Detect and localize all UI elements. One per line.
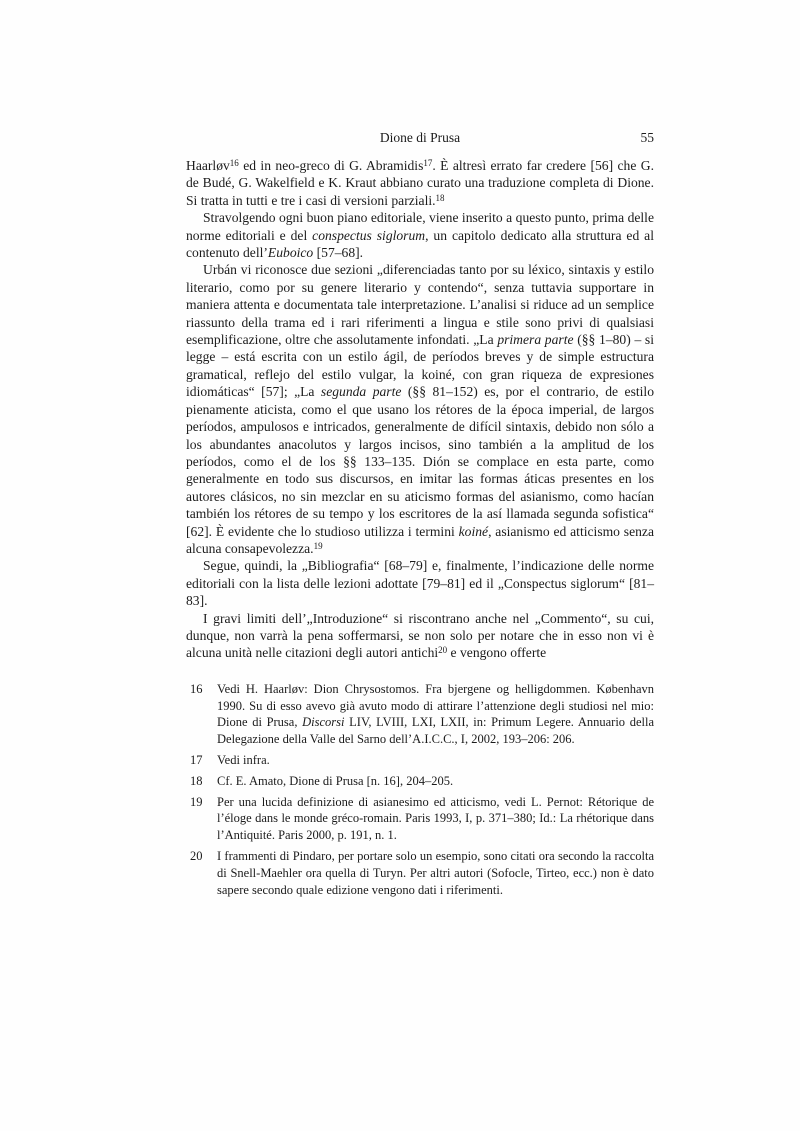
- footnote-text: [217, 848, 654, 898]
- paragraph: [186, 157, 654, 209]
- text-run: (§§ 1–80) – si legge – está escrita con un estilo ágil, de períodos breves y de simple estructura gramatical, reflejo del estilo vulgar, la koiné, con gran riqueza de expresiones idiomáticas“ [57]; „La: [186, 332, 655, 400]
- footnote-number: 16: [190, 681, 203, 696]
- footnote-text: [217, 752, 654, 769]
- text-run: , asianismo ed atticismo senza alcuna consapevolezza.: [186, 523, 654, 556]
- footnote-number: 18: [190, 773, 203, 788]
- page-number: 55: [640, 130, 654, 145]
- paragraph: [186, 261, 654, 557]
- text-run: koiné: [458, 523, 489, 539]
- footnotes: [186, 681, 654, 899]
- footnote: [186, 848, 654, 898]
- text-run: Cf. E. Amato, Dione di Prusa [n. 16], 204–205.: [217, 773, 454, 788]
- text-run: [57–68].: [313, 245, 364, 261]
- text-run: Euboico: [267, 245, 314, 261]
- footnote-text: [217, 681, 654, 748]
- text-run: Stravolgendo ogni buon piano editoriale, viene inserito a questo punto, prima delle norme editoriali e del: [186, 210, 654, 243]
- text-run: Urbán vi riconosce due sezioni „diferenciadas tanto por su léxico, sintaxis y estilo literario, como por su genere literario y contendo“, senza tuttavia supportare in maniera attenta e documentata tale interpretazione. L’analisi si riduce ad un semplice riassunto della trama ed i rari riferimenti a lingua e stile sono privi di qualsiasi esemplificazione, oltre che assolutamente infondati. „La: [186, 262, 654, 348]
- text-run: I gravi limiti dell’„Introduzione“ si riscontrano anche nel „Commento“, su cui, dunque, non varrà la pena soffermarsi, se non solo per notare che in esso non vi è alcuna unità nelle citazioni degli autori antichi: [186, 610, 654, 661]
- footnote: [186, 752, 654, 769]
- text-block: [186, 131, 654, 902]
- footnote-text: [217, 773, 654, 790]
- text-run: (§§ 81–152) es, por el contrario, de estilo pienamente aticista, como el que usano los rétores de la época imperial, de largos períodos, ampulosos e intricados, generalmente de difícil sintaxis, debido non sólo a los abundantes anacolutos y largos incisos, sino también a la amplitud de los períodos, como el de los §§ 133–135. Dión se complace en esta parte, como generalmente en todo sus discursos, en imitar las formas áticas presentes en los autores clásicos, no sin mezclar en su aticismo formas del asianismo, como hacían también los rétores de su tempo y los escritores de la así llamada segunda sofistica“ [62]. È evidente che lo studioso utilizza i termini: [186, 384, 655, 539]
- paragraph: [186, 557, 654, 609]
- text-run: Discorsi: [302, 715, 345, 730]
- footnote-number: 17: [190, 752, 203, 767]
- footnote-marker: 20: [438, 645, 448, 656]
- text-run: LIV, LVIII, LXI, LXII, in: Primum Legere. Annuario della Delegazione della Valle del Sarno dell’A.I.C.C., I, 2002, 193–206: 206.: [217, 715, 654, 747]
- text-run: primera parte: [497, 332, 574, 348]
- text-run: Vedi infra.: [217, 752, 270, 767]
- footnote: [186, 773, 654, 790]
- text-run: conspectus siglorum: [312, 227, 426, 243]
- text-run: , un capitolo dedicato alla struttura ed al contenuto dell’: [186, 227, 654, 261]
- footnote-marker: 19: [313, 540, 323, 551]
- footnote-marker: 18: [435, 192, 445, 203]
- footnote-text: [217, 794, 654, 844]
- footnote: [186, 794, 654, 844]
- text-run: segunda parte: [320, 384, 402, 400]
- running-title: Dione di Prusa: [379, 130, 461, 145]
- footnote-marker: 16: [229, 157, 239, 168]
- text-run: . È altresì errato far credere [56] che G. de Budé, G. Wakelfield e K. Kraut abbiano curato una traduzione completa di Dione. Si tratta in tutti e tre i casi di versioni parziali.: [186, 158, 654, 208]
- text-run: I frammenti di Pindaro, per portare solo un esempio, sono citati ora secondo la raccolta di Snell-Maehler ora quella di Turyn. Per altri autori (Sofocle, Tirteo, ecc.) non è dato sapere secondo quale edizione vengono dati i riferimenti.: [217, 848, 654, 897]
- text-run: Vedi H. Haarløv: Dion Chrysostomos. Fra bjergene og helligdommen. København 1990. Su di esso avevo già avuto modo di attirare l’attenzione degli studiosi nel mio: Dione di Prusa,: [217, 681, 654, 730]
- text-run: ed in neo-greco di G. Abramidis: [238, 158, 424, 173]
- text-run: Per una lucida definizione di asianesimo ed atticismo, vedi L. Pernot: Rétorique de l’éloge dans le monde gréco-romain. Paris 1993, I, p. 371–380; Id.: La rhétorique dans l’Antiquité. Paris 2000, p. 191, n. 1.: [217, 794, 654, 843]
- footnote-marker: 17: [423, 157, 433, 168]
- text-run: Segue, quindi, la „Bibliografia“ [68–79] e, finalmente, l’indicazione delle norme editoriali con la lista delle lezioni adottate [79–81] ed il „Conspectus siglorum“ [81–83].: [186, 558, 654, 609]
- page-header: [186, 131, 654, 145]
- text-run: Haarløv: [186, 158, 230, 173]
- footnote: [186, 681, 654, 748]
- body-text: [186, 157, 654, 662]
- paragraph: [186, 610, 654, 662]
- footnote-number: 20: [190, 848, 203, 863]
- paragraph: [186, 209, 654, 261]
- text-run: e vengono offerte: [447, 645, 547, 661]
- footnote-number: 19: [190, 794, 203, 809]
